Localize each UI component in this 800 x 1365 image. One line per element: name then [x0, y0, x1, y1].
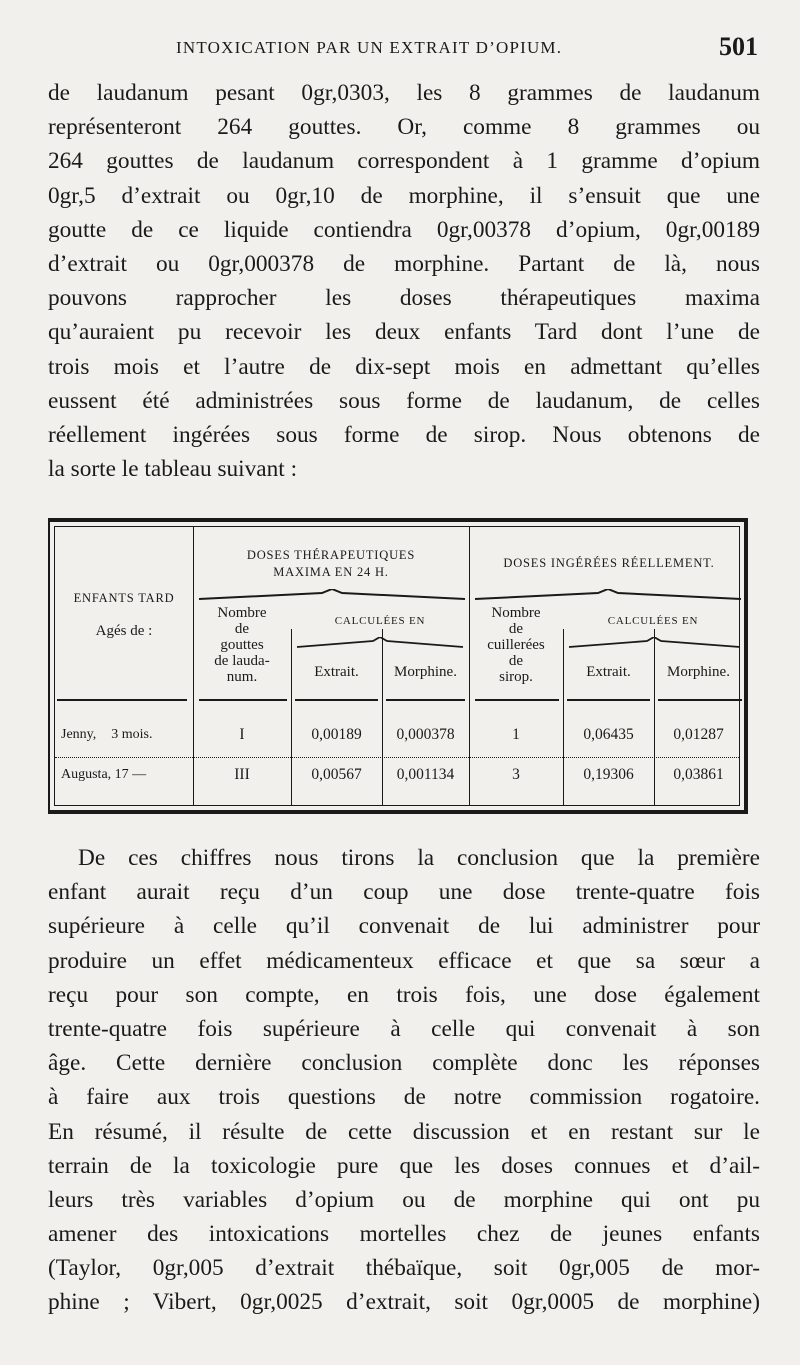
extrait-value: 0,06435	[583, 726, 634, 743]
running-head	[48, 32, 760, 62]
ingested-group-header: DOSES INGÉRÉES RÉELLEMENT.	[503, 556, 715, 570]
text-line: 264 gouttes de laudanum correspondent à 1 gramme d’opium	[48, 148, 760, 175]
extrait-value: 0,19306	[583, 766, 634, 783]
text-line: la sorte le tableau suivant :	[48, 456, 298, 483]
gouttes-line: Nombre	[217, 605, 267, 621]
text-line: supérieure à celle qu’il convenait de lui administrer pour	[48, 913, 760, 940]
morphine-header-1: Morphine.	[394, 664, 457, 680]
child-age: 17 —	[114, 767, 147, 782]
header-rule	[199, 699, 287, 701]
header-rule	[658, 699, 742, 701]
gouttes-value: I	[239, 726, 245, 743]
text-line: terrain de la toxicologie pure que les doses connues et d’ail-	[48, 1152, 760, 1179]
row-separator	[55, 757, 739, 758]
cuillerees-line: de	[508, 653, 524, 669]
text-line: réellement ingérées sous forme de sirop. Nous obtenons de	[48, 421, 760, 448]
therapeutic-header-line2: MAXIMA EN 24 H.	[273, 565, 389, 579]
child-name: Jenny,	[61, 727, 97, 742]
text-line: De ces chiffres nous tirons la conclusion que la première	[78, 845, 760, 871]
extrait-header-2: Extrait.	[586, 664, 631, 680]
cuillerees-header	[469, 605, 563, 685]
text-line: 0gr,5 d’extrait ou 0gr,10 de morphine, il s’ensuit que une	[48, 182, 760, 209]
text-line: eussent été administrées sous forme de laudanum, de celles	[48, 387, 760, 414]
text-line: enfant aurait reçu d’un coup une dose trente-quatre fois	[48, 879, 760, 906]
text-line: reçu pour son compte, en trois fois, une dose également	[48, 981, 760, 1008]
calc-label-therapeutic: CALCULÉES EN	[334, 615, 426, 627]
text-line: pouvons rapprocher les doses thérapeutiques maxima	[48, 285, 760, 312]
therapeutic-header-line1: DOSES THÉRAPEUTIQUES	[246, 548, 416, 562]
cuillerees-line: cuillerées	[487, 637, 545, 653]
cuillerees-value: 3	[512, 766, 520, 783]
text-line: représenteront 264 gouttes. Or, comme 8 grammes ou	[48, 114, 760, 141]
gouttes-value: III	[234, 766, 250, 783]
calc-brace	[295, 637, 465, 649]
table-inner-frame	[54, 526, 740, 806]
cuillerees-value: 1	[512, 726, 520, 743]
paragraph-1	[48, 76, 760, 486]
text-line: trente-quatre fois supérieure à celle qui convenait à son	[48, 1015, 760, 1042]
gouttes-line: gouttes	[220, 637, 264, 653]
text-line: goutte de ce liquide contiendra 0gr,00378 d’opium, 0gr,00189	[48, 216, 760, 243]
header-rule	[567, 699, 650, 701]
table-row	[61, 727, 187, 743]
group-brace	[473, 589, 743, 601]
morphine-value: 0,03861	[673, 766, 724, 783]
text-line: âge. Cette dernière conclusion complète donc les réponses	[48, 1050, 760, 1077]
paragraph-2	[48, 841, 760, 1320]
text-line: En résumé, il résulte de cette discussion et en restant sur le	[48, 1118, 760, 1145]
page-number: 501	[719, 32, 758, 61]
text-line: qu’auraient pu recevoir les deux enfants Tard dont l’une de	[48, 319, 760, 346]
morphine-value: 0,01287	[673, 726, 724, 743]
cuillerees-line: sirop.	[499, 669, 533, 685]
text-line: phine ; Vibert, 0gr,0025 d’extrait, soit 0gr,0005 de morphine)	[48, 1289, 760, 1316]
text-line: (Taylor, 0gr,005 d’extrait thébaïque, soit 0gr,005 de mor-	[48, 1255, 760, 1282]
text-line: d’extrait ou 0gr,000378 de morphine. Partant de là, nous	[48, 250, 760, 277]
text-line: amener des intoxications mortelles chez de jeunes enfants	[48, 1221, 760, 1248]
morphine-value: 0,000378	[396, 726, 455, 743]
group-brace	[197, 589, 467, 601]
text-line: trois mois et l’autre de dix-sept mois en admettant qu’elles	[48, 353, 760, 380]
therapeutic-group-header	[193, 547, 469, 581]
running-title: INTOXICATION PAR UN EXTRAIT D’OPIUM.	[176, 38, 563, 57]
gouttes-line: de	[234, 621, 250, 637]
text-line: à faire aux trois questions de notre commission rogatoire.	[48, 1084, 760, 1111]
extrait-header-1: Extrait.	[314, 664, 359, 680]
gouttes-line: num.	[226, 669, 258, 685]
child-age: 3 mois.	[111, 727, 153, 742]
text-line: de laudanum pesant 0gr,0303, les 8 grammes de laudanum	[48, 80, 760, 106]
table-row	[61, 767, 187, 783]
morphine-header-2: Morphine.	[667, 664, 730, 680]
gouttes-line: de lauda-	[214, 653, 270, 669]
morphine-value: 0,001134	[396, 766, 455, 783]
dose-table	[48, 518, 748, 814]
calc-label-ingested: CALCULÉES EN	[607, 615, 699, 627]
enfants-header	[55, 591, 193, 606]
ages-header: Agés de :	[95, 623, 153, 639]
cuillerees-line: de	[508, 621, 524, 637]
cuillerees-line: Nombre	[491, 605, 541, 621]
header-rule	[57, 699, 187, 701]
text-line: leurs très variables d’opium ou de morphine qui ont pu	[48, 1186, 760, 1213]
calc-brace	[567, 637, 742, 649]
gouttes-header	[193, 605, 291, 685]
extrait-value: 0,00567	[311, 766, 362, 783]
child-name: Augusta,	[61, 767, 112, 782]
header-rule	[386, 699, 465, 701]
enfants-header-line1: ENFANTS TARD	[73, 591, 175, 605]
header-rule	[475, 699, 559, 701]
extrait-value: 0,00189	[311, 726, 362, 743]
text-line: produire un effet médicamenteux efficace et que sa sœur a	[48, 947, 760, 974]
header-rule	[295, 699, 378, 701]
